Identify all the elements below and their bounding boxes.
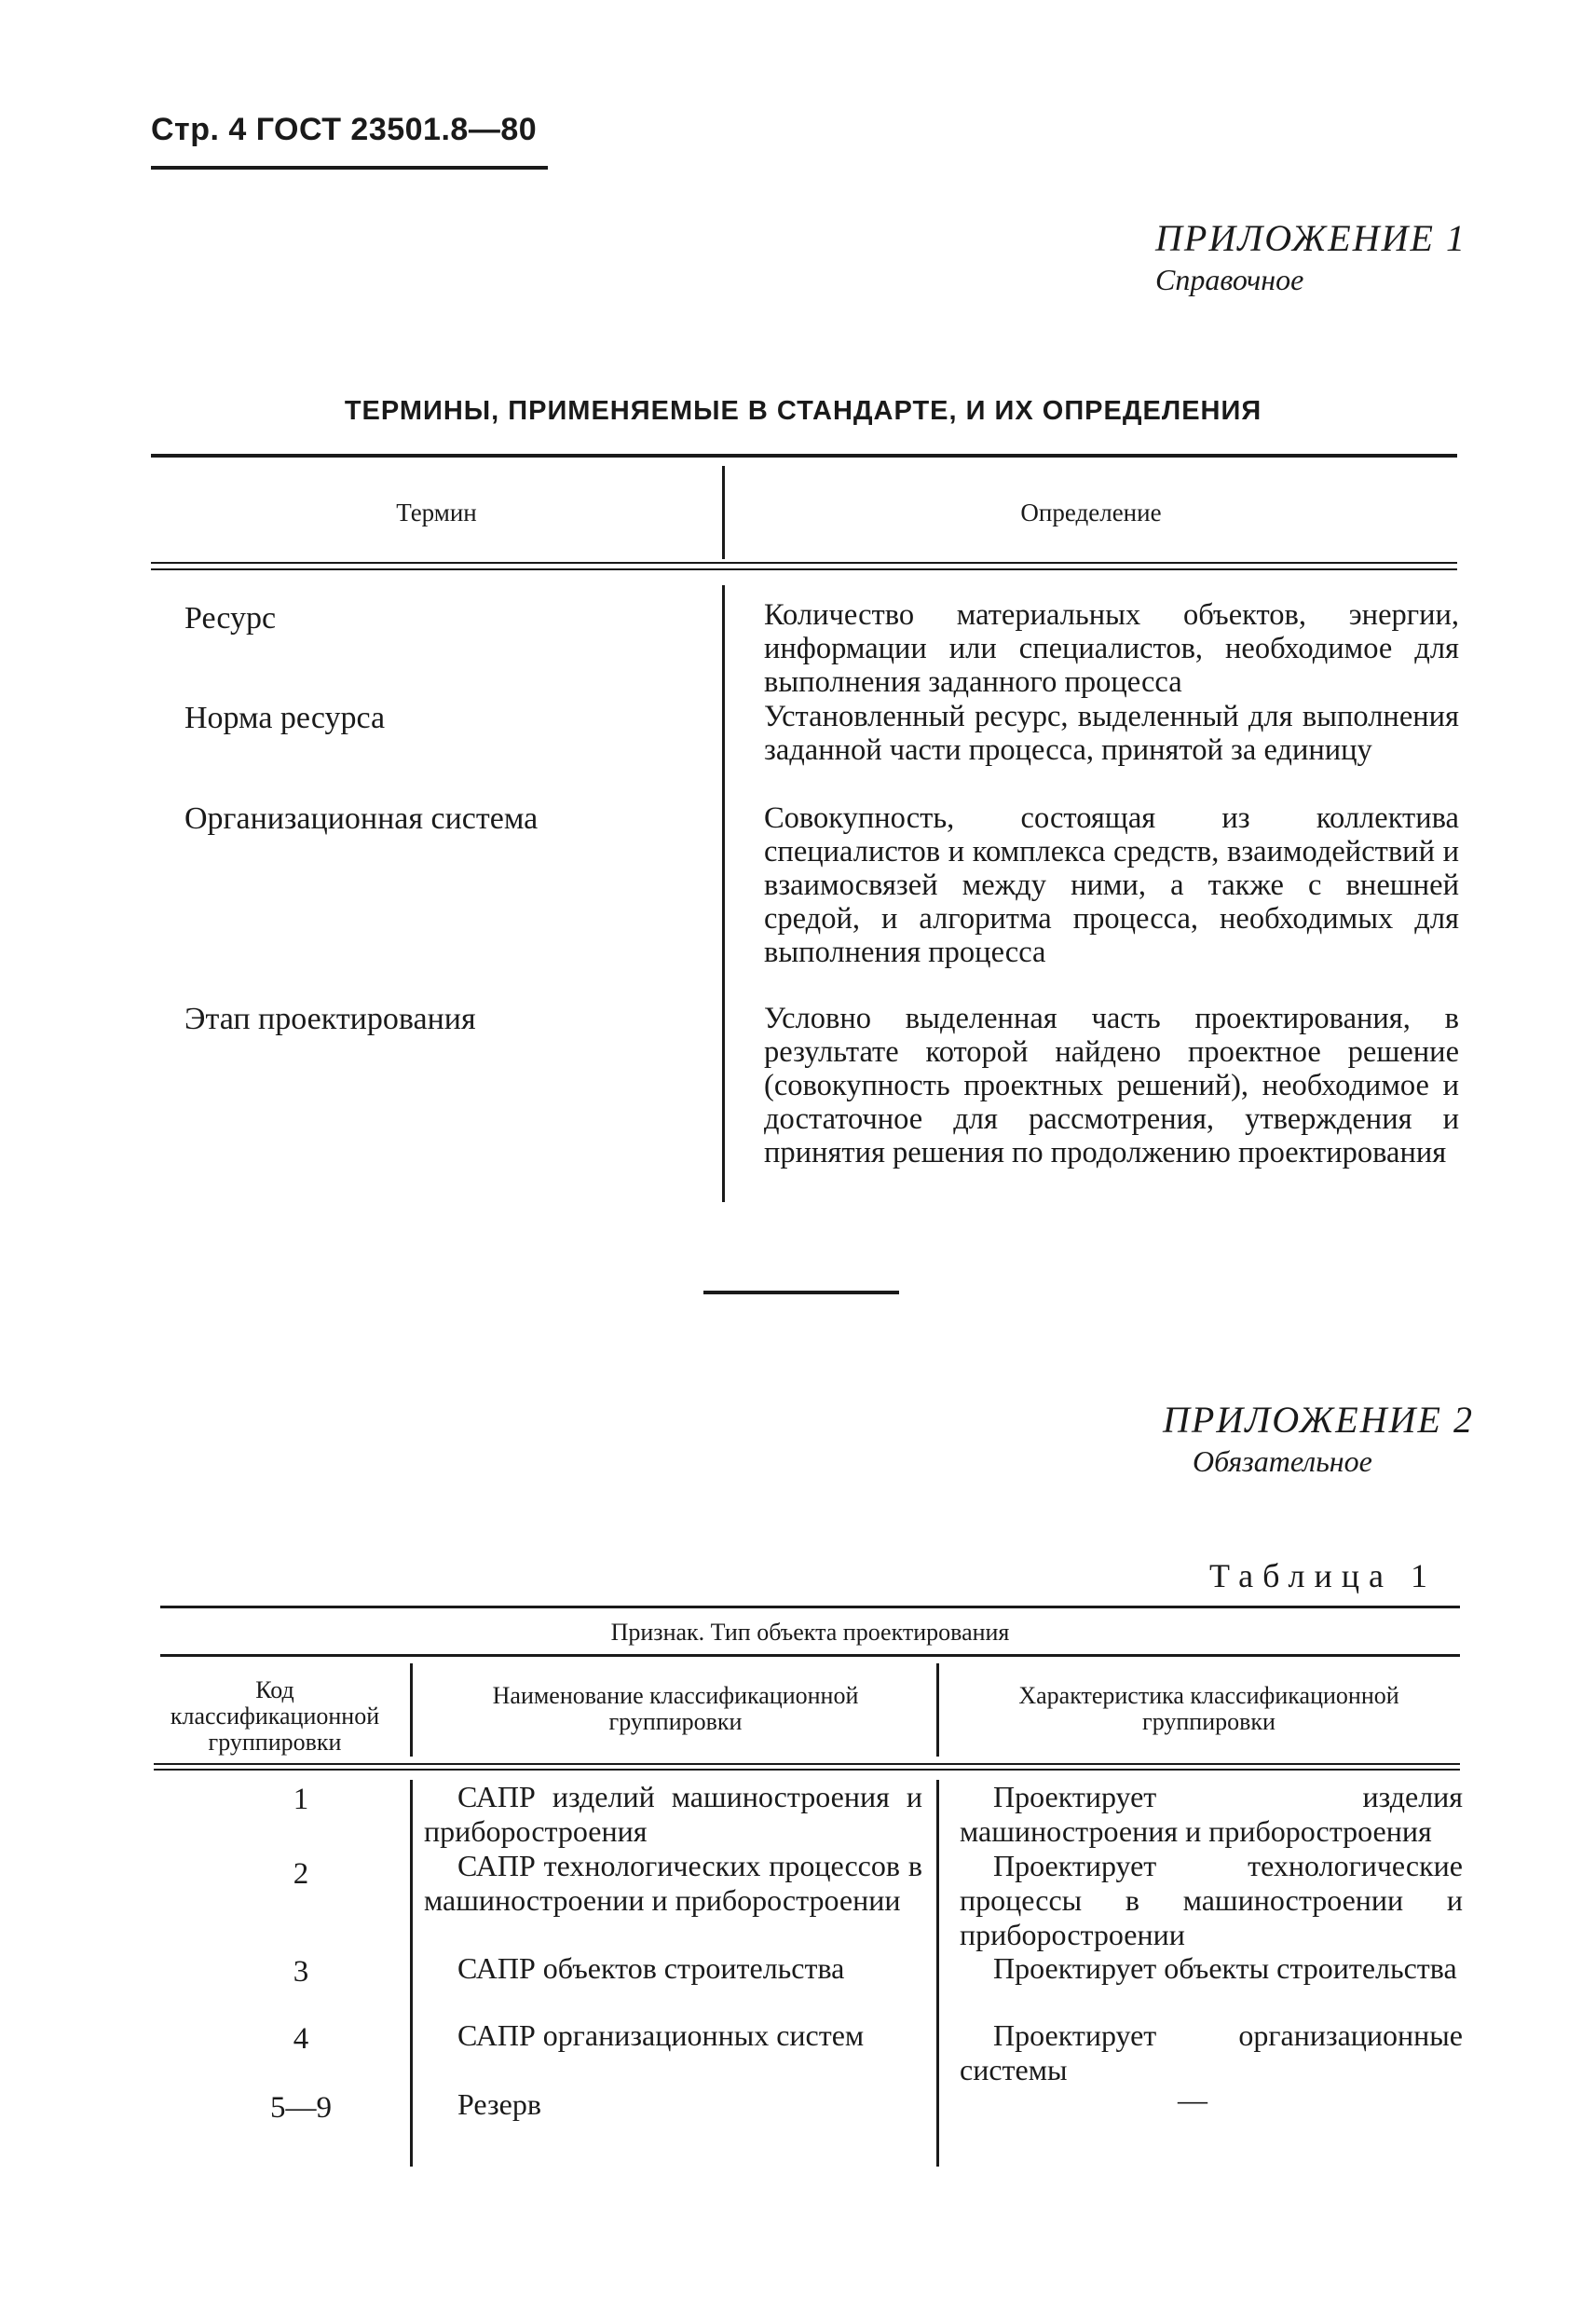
table1-header-code: Код классификационной группировки [170, 1676, 380, 1756]
table1-header-divider-1 [410, 1663, 413, 1757]
table1-characteristic-cell: — [1178, 2083, 1207, 2116]
table1-characteristic-cell: Проектирует объекты строительства [993, 1951, 1457, 1985]
table1-code-cell: 3 [293, 1955, 309, 1989]
appendix1-subtitle: Справочное [1155, 263, 1304, 296]
table1-header-divider-2 [936, 1663, 939, 1757]
table1-characteristic-cell: Проектирует изделия машиностроения и приборостроения [960, 1780, 1463, 1848]
table1-code-cell: 5—9 [270, 2091, 332, 2125]
table1-label: Таблица 1 [1209, 1557, 1437, 1594]
table1-body-divider-2 [936, 1780, 939, 2167]
table1-code-cell: 1 [293, 1783, 309, 1816]
terms-body-divider [722, 585, 725, 1202]
terms-header-rule-1 [151, 562, 1457, 564]
definition-cell: Установленный ресурс, выделенный для выполнения заданной части процесса, принятой за единицу [764, 700, 1459, 767]
definition-cell: Совокупность, состоящая из коллектива специалистов и комплекса средств, взаимодействий и взаимосвязей между ними, а также с внешней средой, и алгоритма процесса, необходимых для выполнения процесса [764, 801, 1459, 969]
terms-header-term: Термин [396, 499, 477, 526]
table1-code-cell: 4 [293, 2022, 309, 2056]
table1-name-cell: Резерв [457, 2087, 541, 2121]
table1-body-divider-1 [410, 1780, 413, 2167]
table1-code-cell: 2 [293, 1857, 309, 1891]
table1-header-name: Наименование классификационной группировки [492, 1682, 859, 1735]
terms-header-rule-2 [151, 568, 1457, 570]
term-cell: Норма ресурса [184, 701, 386, 735]
section-separator [703, 1291, 899, 1294]
terms-header-definition: Определение [1020, 499, 1162, 526]
table1-name-cell: САПР изделий машиностроения и приборостроения [424, 1780, 922, 1848]
header-rule [151, 166, 548, 170]
table1-header-characteristic: Характеристика классификационной группировки [1018, 1682, 1399, 1735]
definition-cell: Условно выделенная часть проектирования, в результате которой найдено проектное решение (совокупность проектных решений), необходимое и достаточное для рассмотрения, утверждения и принятия решения по продолжению проектирования [764, 1002, 1459, 1169]
appendix1-title: ПРИЛОЖЕНИЕ 1 [1155, 217, 1466, 259]
table1-characteristic-cell: Проектирует организационные системы [960, 2018, 1463, 2086]
appendix2-subtitle: Обязательное [1193, 1444, 1372, 1478]
table1-top-rule [160, 1606, 1460, 1608]
term-cell: Организационная система [184, 801, 539, 836]
table1-characteristic-cell: Проектирует технологические процессы в машиностроении и приборостроении [960, 1849, 1463, 1951]
table1-caption: Признак. Тип объекта проектирования [610, 1619, 1010, 1646]
appendix2-title: ПРИЛОЖЕНИЕ 2 [1163, 1399, 1474, 1441]
terms-heading: ТЕРМИНЫ, ПРИМЕНЯЕМЫЕ В СТАНДАРТЕ, И ИХ ОПРЕДЕЛЕНИЯ [344, 396, 1262, 426]
definition-cell: Количество материальных объектов, энергии, информации или специалистов, необходимое для выполнения заданного процесса [764, 598, 1459, 699]
terms-table-top-rule [151, 454, 1457, 458]
table1-name-cell: САПР объектов строительства [457, 1951, 845, 1985]
table1-caption-rule [160, 1654, 1460, 1657]
term-cell: Этап проектирования [184, 1002, 476, 1036]
page-header: Стр. 4 ГОСТ 23501.8—80 [151, 112, 538, 147]
table1-header-rule-2 [154, 1769, 1460, 1771]
table1-name-cell: САПР технологических процессов в машиностроении и приборостроении [424, 1849, 922, 1917]
table1-name-cell: САПР организационных систем [457, 2018, 865, 2052]
table1-header-rule-1 [154, 1763, 1460, 1765]
term-cell: Ресурс [184, 601, 277, 636]
